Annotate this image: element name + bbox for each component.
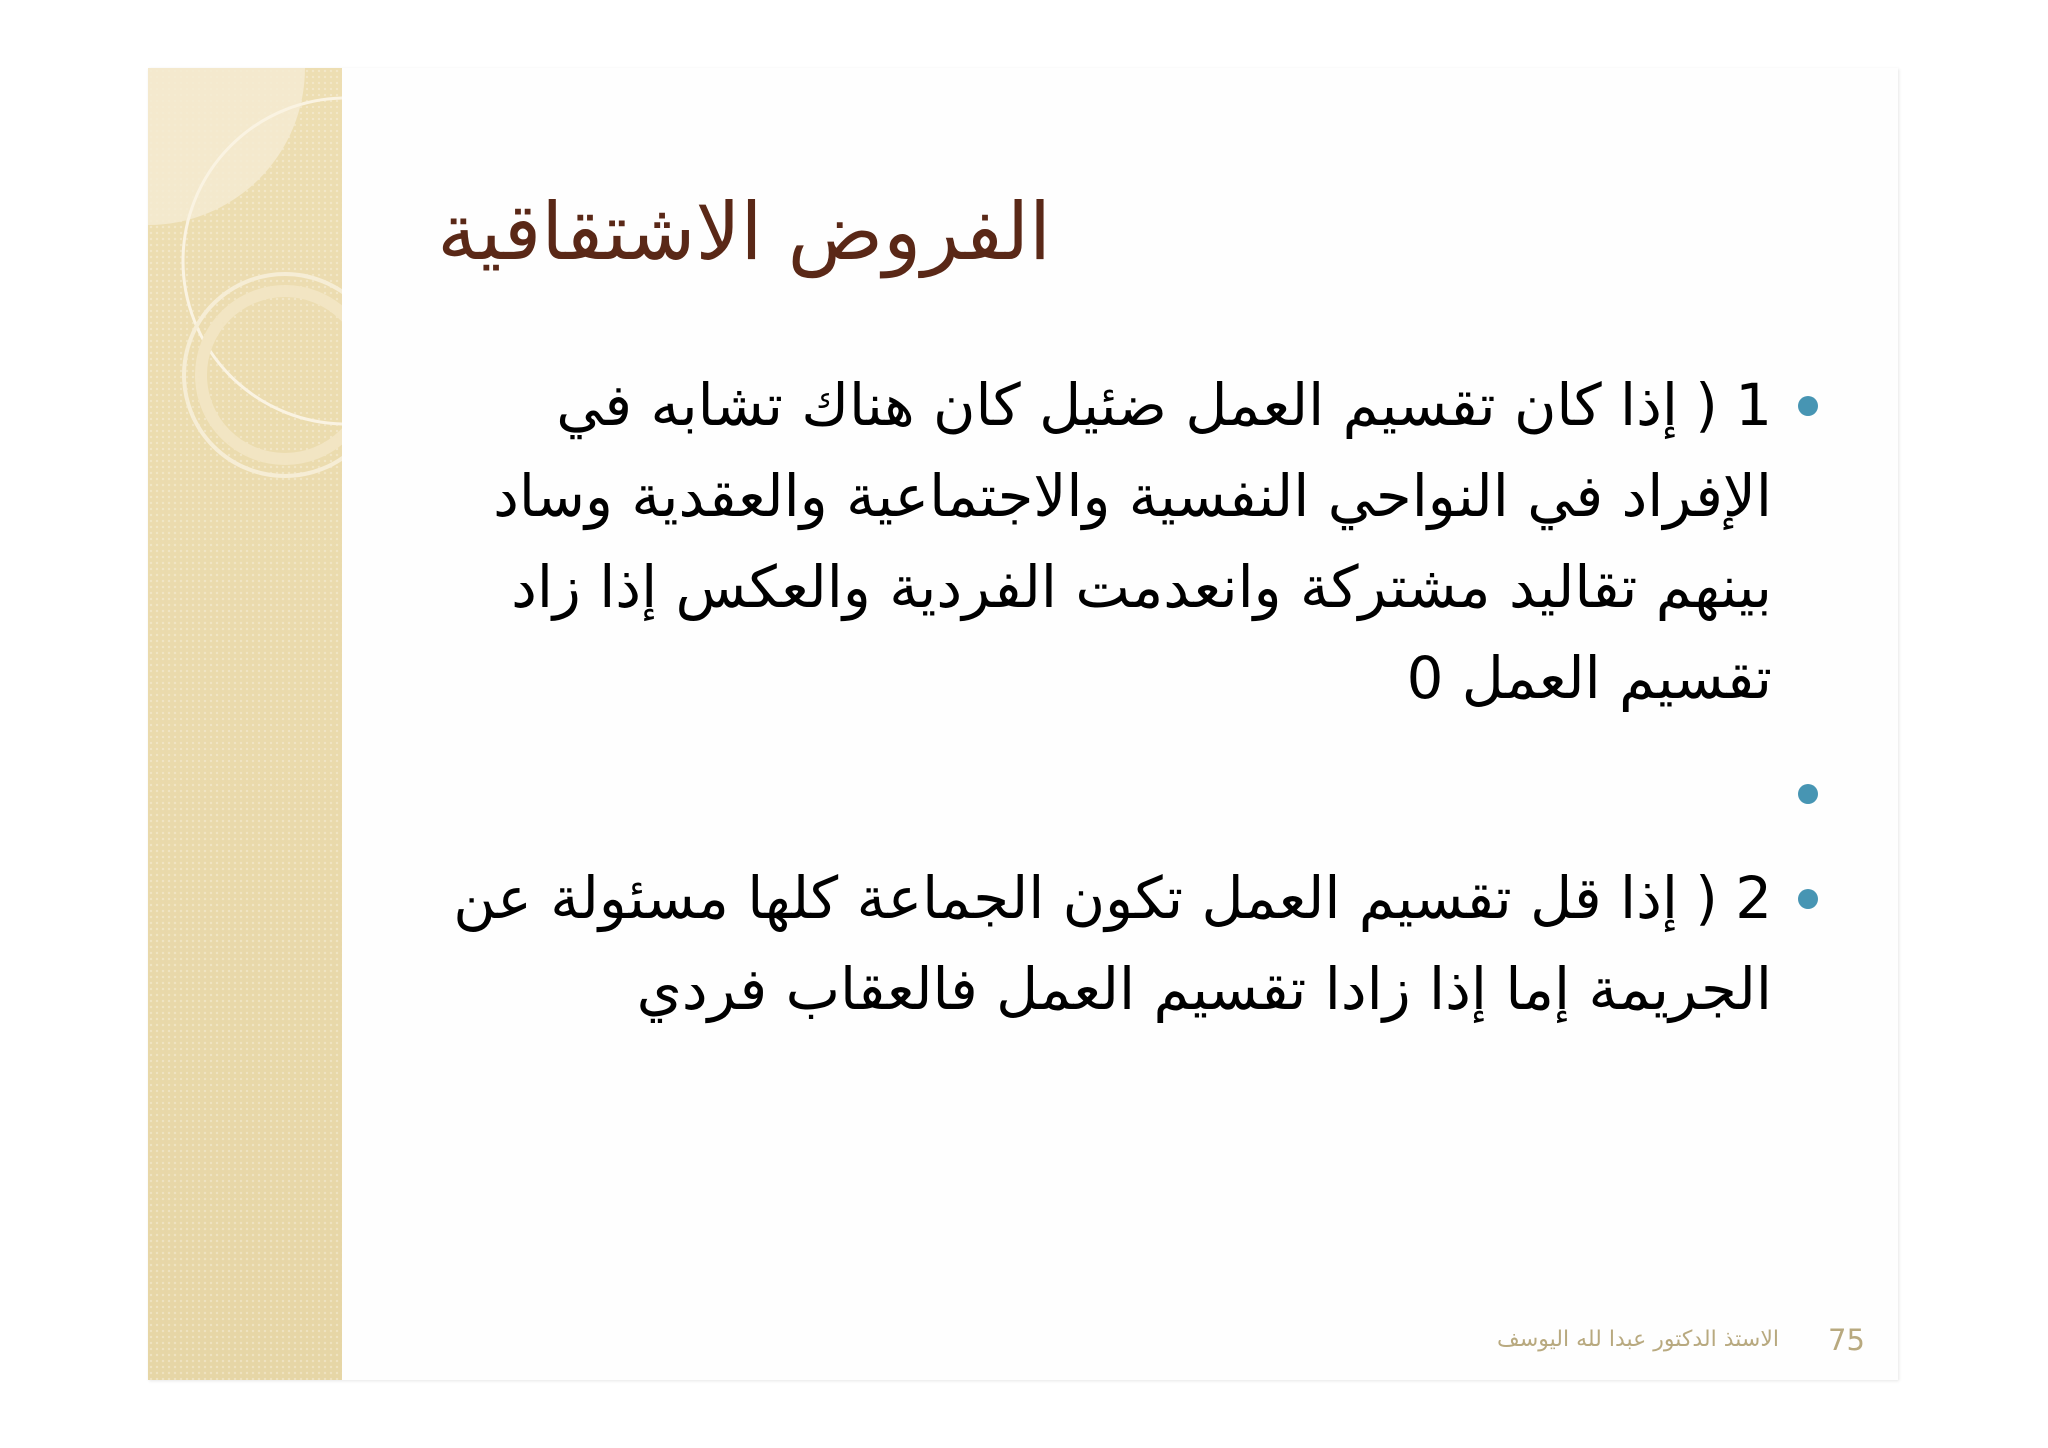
bullet-2-line-1 bbox=[440, 853, 1772, 944]
bullet-number: 1 bbox=[1735, 371, 1772, 439]
bullet-1-line-2 bbox=[440, 451, 1772, 542]
bullet-number: 2 bbox=[1735, 864, 1772, 932]
bullet-2-line-2 bbox=[440, 944, 1772, 1035]
bullet-1-line-1 bbox=[440, 360, 1772, 451]
bullet-2-first-line bbox=[453, 853, 1772, 944]
bullet-1-line-3 bbox=[440, 542, 1772, 633]
slide-title-text: الفروض الاشتقاقية bbox=[437, 186, 1051, 278]
bullet-text-line: تقسيم العمل 0 bbox=[1406, 644, 1772, 712]
footer-author: الاستذ الدكتور عبدا لله اليوسف bbox=[1497, 1327, 1779, 1352]
bullet-list bbox=[148, 68, 1898, 1380]
bullet-1-first-line bbox=[556, 360, 1772, 451]
bullet-text-line: بينهم تقاليد مشتركة وانعدمت الفردية والعكس إذا زاد bbox=[511, 553, 1772, 621]
bullet-item-1 bbox=[440, 360, 1830, 724]
bullet-dot bbox=[1798, 784, 1818, 804]
bullet-1-line-4 bbox=[440, 633, 1772, 724]
bullet-text-line: الإفراد في النواحي النفسية والاجتماعية والعقدية وساد bbox=[493, 462, 1772, 530]
bullet-text-line: إذا كان تقسيم العمل ضئيل كان هناك تشابه في bbox=[556, 371, 1678, 439]
bullet-dot bbox=[1798, 889, 1818, 909]
page-number: 75 bbox=[1828, 1323, 1865, 1357]
bullet-item-2 bbox=[440, 853, 1830, 1035]
bullet-text-line: إذا قل تقسيم العمل تكون الجماعة كلها مسئولة عن bbox=[453, 864, 1678, 932]
slide bbox=[148, 68, 1898, 1380]
bullet-dot bbox=[1798, 396, 1818, 416]
bullet-paren: ) bbox=[1695, 864, 1718, 932]
bullet-text-line: الجريمة إما إذا زادا تقسيم العمل فالعقاب فردي bbox=[636, 955, 1772, 1023]
bullet-paren: ) bbox=[1695, 371, 1718, 439]
